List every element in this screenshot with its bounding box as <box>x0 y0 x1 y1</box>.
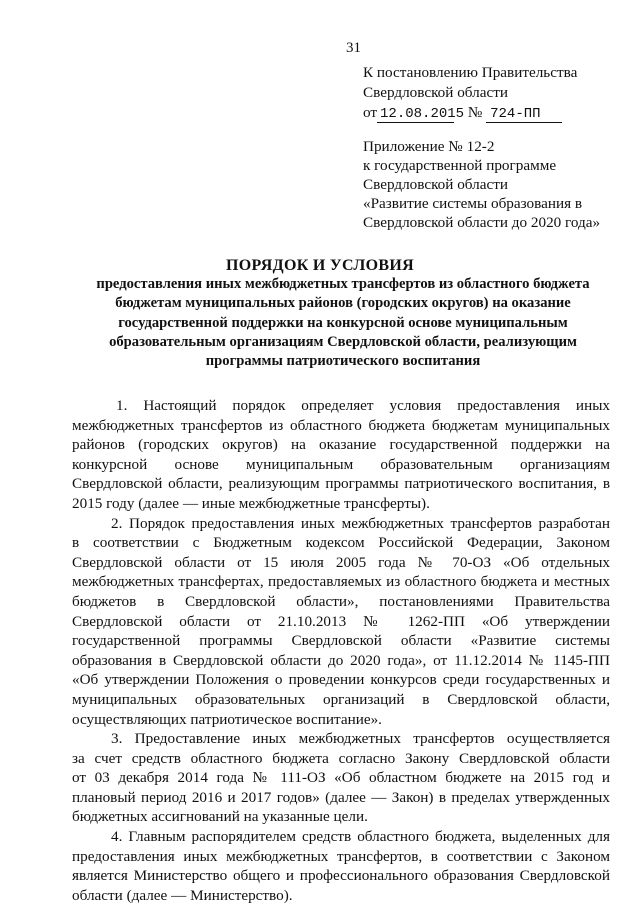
appendix-line: «Развитие системы образования в <box>363 195 583 212</box>
paragraph-line: бюджетных ассигнований на указанные цели. <box>72 808 368 826</box>
header-line-2: Свердловской области <box>363 84 508 101</box>
paragraph-line: является Министерство общего и профессионального образования Свердловской <box>72 867 610 885</box>
paragraph-line: области (далее — Министерство). <box>72 886 293 904</box>
paragraph-line: государственной программы Свердловской области «Развитие системы <box>72 632 610 650</box>
paragraph-line: плановый период 2016 и 2017 годов» (далее — Закон) в пределах утвержденных <box>72 788 610 806</box>
document-subtitle <box>82 275 604 371</box>
date-prefix: от <box>363 104 378 121</box>
number-prefix: № <box>467 104 483 121</box>
paragraph-3 <box>72 729 610 827</box>
paragraph-line: межбюджетных трансфертов из областного бюджета бюджетам муниципальных <box>72 416 610 434</box>
header-date-number-line <box>363 103 577 123</box>
resolution-number: 724-ПП <box>486 106 562 123</box>
paragraph-line: предоставления иных межбюджетных трансфертов, в соответствии с Законом <box>72 847 610 865</box>
paragraph-line: 1. Настоящий порядок определяет условия предоставления иных <box>116 397 610 414</box>
paragraph-line: бюджетов в Свердловской области», постановлениями Правительства <box>72 592 610 610</box>
paragraph-line: образования в Свердловской области до 2020 года», от 11.12.2014 № 1145-ПП <box>72 651 610 669</box>
subtitle-line: государственной поддержки на конкурсной основе муниципальным <box>118 314 568 331</box>
document-body <box>72 396 610 905</box>
paragraph-line: конкурсной основе муниципальным образовательным организациям <box>72 455 610 473</box>
paragraph-line: в соответствии с Бюджетным кодексом Российской Федерации, Законом <box>72 534 610 552</box>
paragraph-2 <box>72 514 610 730</box>
paragraph-line: муниципальных образовательных организаций в Свердловской области, <box>72 690 610 708</box>
paragraph-line: 2. Порядок предоставления иных межбюджетных трансфертов разработан <box>111 514 610 532</box>
paragraph-line: 2015 году (далее — иные межбюджетные трансферты). <box>72 494 430 512</box>
resolution-date: 12.08.2015 <box>377 106 454 123</box>
appendix-line: Свердловской области до 2020 года» <box>363 214 601 231</box>
paragraph-line: за счет средств областного бюджета согласно Закону Свердловской области <box>72 749 610 767</box>
paragraph-line: Свердловской области от 21.10.2013 № 1262-ПП «Об утверждении <box>72 612 610 630</box>
appendix-line: Приложение № 12-2 <box>363 138 495 155</box>
appendix-reference <box>363 137 600 232</box>
paragraph-4 <box>72 827 610 905</box>
paragraph-line: «Об утверждении Положения о проведении конкурсов среди государственных и <box>72 671 610 689</box>
paragraph-line: районов (городских округов) на оказание государственной поддержки на <box>72 436 610 454</box>
paragraph-line: межбюджетных трансфертах, предоставляемых из областного бюджета и местных <box>72 573 610 591</box>
resolution-reference <box>363 63 577 123</box>
paragraph-1 <box>72 396 610 514</box>
subtitle-line: образовательным организациям Свердловской области, реализующим <box>109 333 577 350</box>
appendix-line: Свердловской области <box>363 176 508 193</box>
paragraph-line: 3. Предоставление иных межбюджетных трансфертов осуществляется <box>111 730 610 748</box>
subtitle-line: программы патриотического воспитания <box>205 353 481 370</box>
paragraph-line: Свердловской области, реализующим программы патриотического воспитания, в <box>72 475 610 493</box>
header-line-1: К постановлению Правительства <box>363 64 578 81</box>
paragraph-line: осуществляющих патриотическое воспитание». <box>72 710 382 728</box>
paragraph-line: 4. Главным распорядителем средств областного бюджета, выделенных для <box>111 828 610 846</box>
appendix-line: к государственной программе <box>363 157 557 174</box>
paragraph-line: Свердловской области от 15 июля 2005 года № 70-ОЗ «Об отдельных <box>72 553 610 571</box>
document-title: ПОРЯДОК И УСЛОВИЯ <box>226 257 414 274</box>
page-number: 31 <box>346 40 361 56</box>
subtitle-line: бюджетам муниципальных районов (городских округов) на оказание <box>115 295 571 312</box>
subtitle-line: предоставления иных межбюджетных трансфертов из областного бюджета <box>96 276 590 292</box>
paragraph-line: от 03 декабря 2014 года № 111-ОЗ «Об областном бюджете на 2015 год и <box>72 769 610 787</box>
